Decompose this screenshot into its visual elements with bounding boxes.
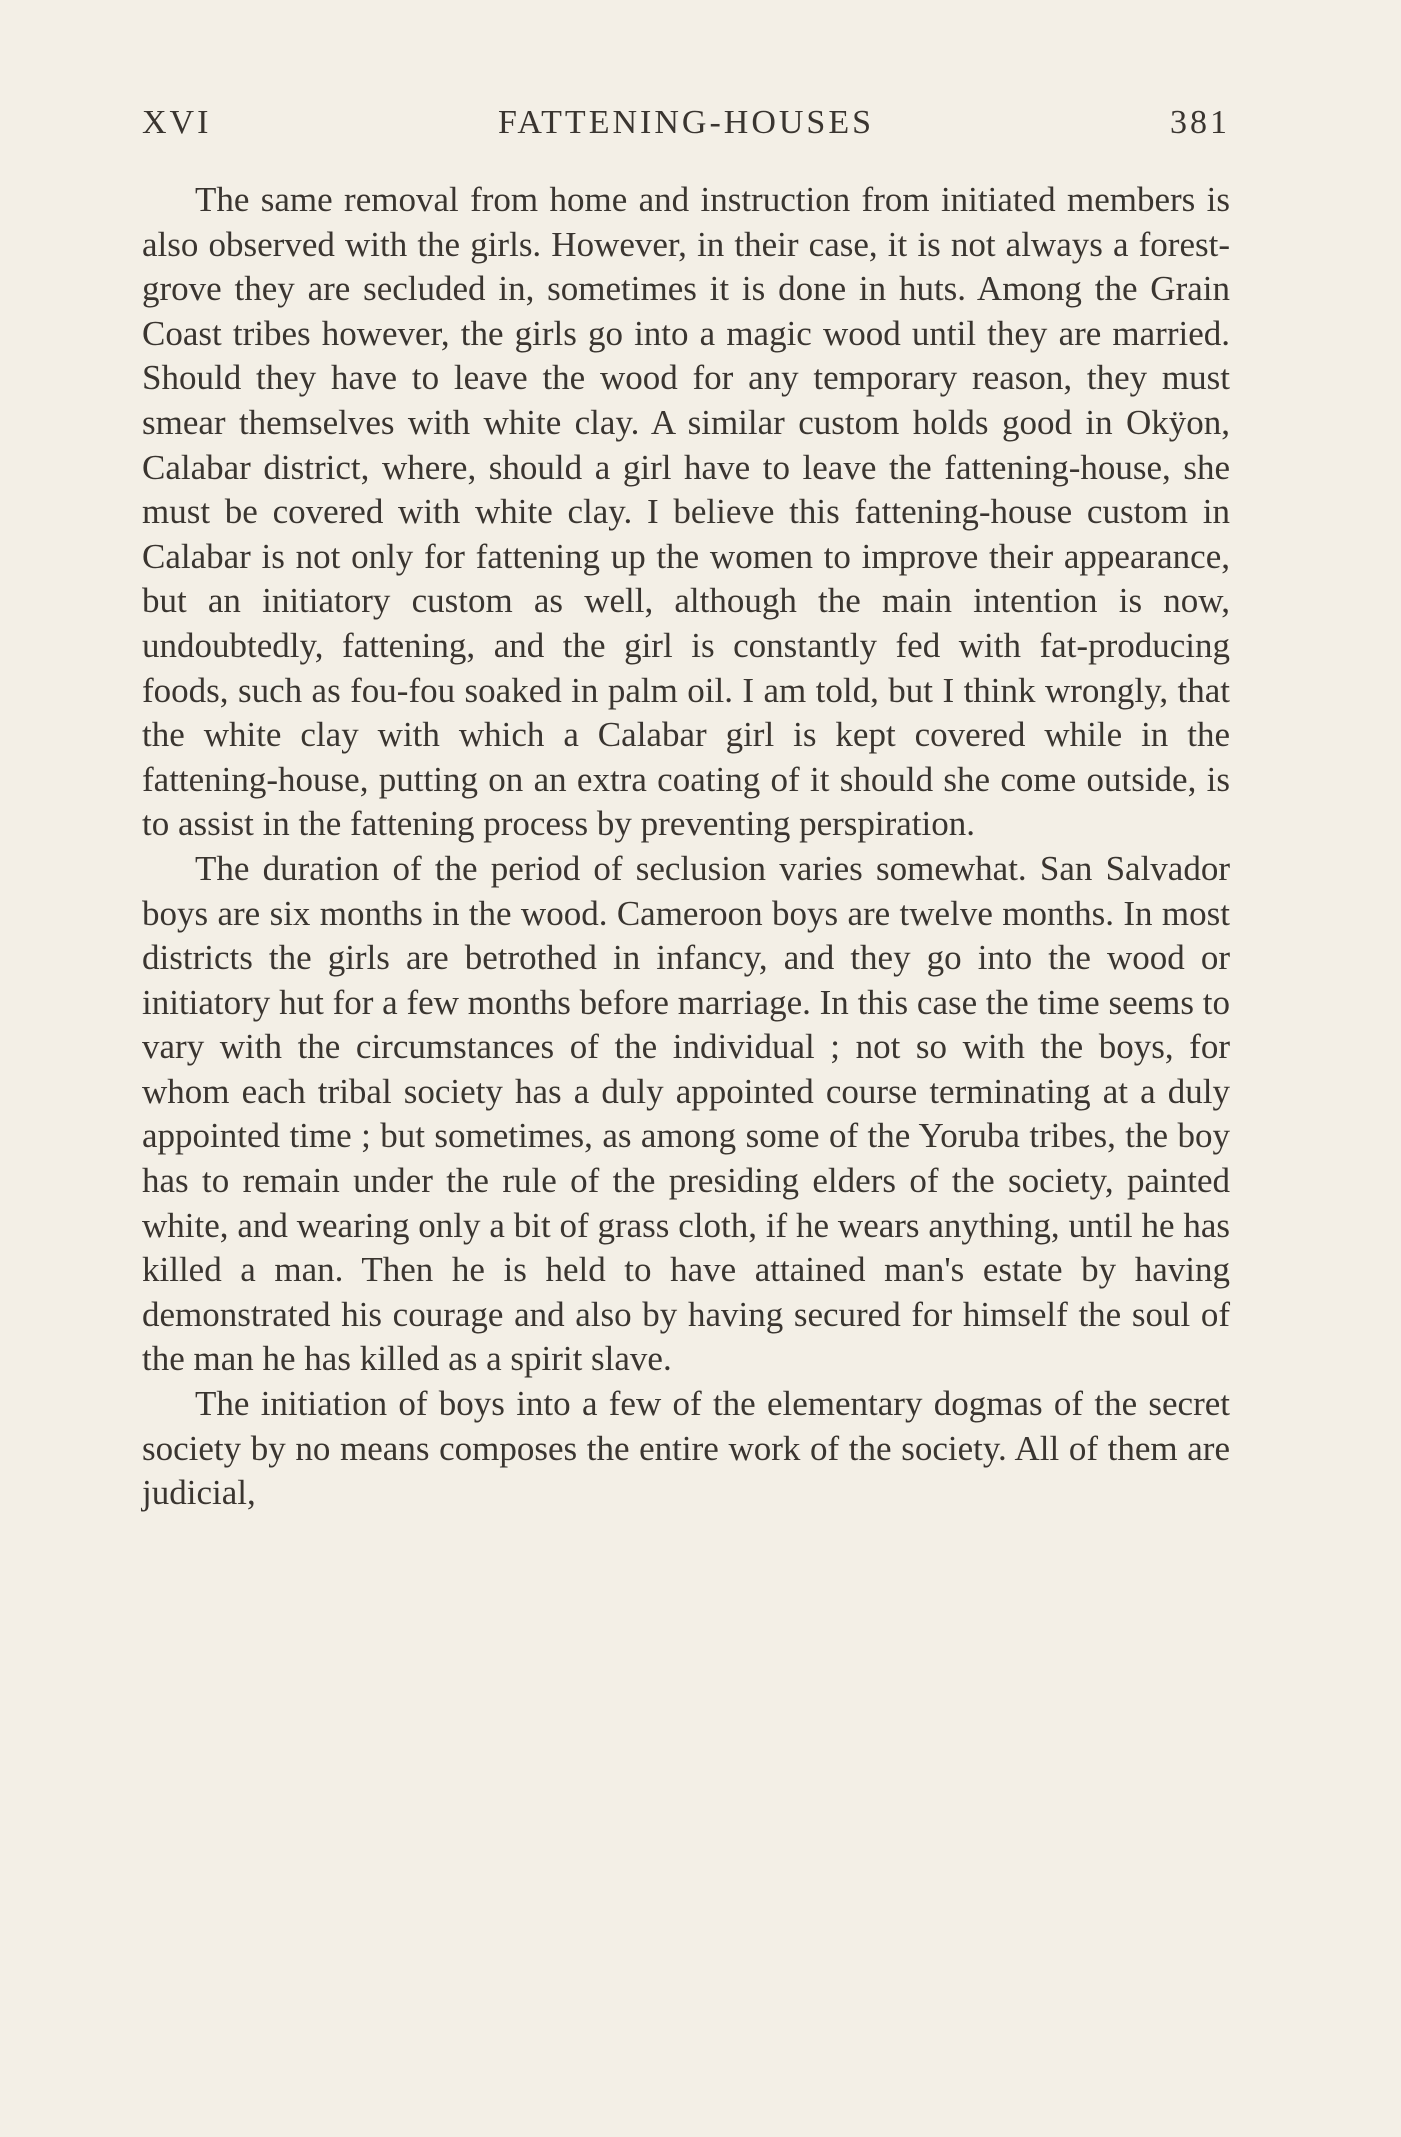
running-head	[142, 104, 1230, 154]
paragraph-initiation-of-boys: The initiation of boys into a few of the elementary dogmas of the secret society by no means composes the entire work of the society. All of them are judicial,	[142, 1384, 1230, 1513]
page-number: 381	[1170, 104, 1230, 141]
chapter-number: XVI	[142, 104, 212, 141]
running-title: FATTENING-HOUSES	[497, 104, 875, 141]
paragraph-girls-seclusion: The same removal from home and instruction from initiated members is also observed with the girls. However, in their case, it is not always a forest-grove they are secluded in, sometimes it is done in huts. Among the Grain Coast tribes however, the girls go into a magic wood until they are married. Should they have to leave the wood for any temporary reason, they must smear themselves with white clay. A similar custom holds good in Okÿon, Calabar district, where, should a girl have to leave the fattening-house, she must be covered with white clay. I believe this fattening-house custom in Calabar is not only for fattening up the women to improve their appearance, but an initiatory custom as well, although the main intention is now, undoubtedly, fattening, and the girl is constantly fed with fat-producing foods, such as fou-fou soaked in palm oil. I am told, but I think wrongly, that the white clay with which a Calabar girl is kept covered while in the fattening-house, putting on an extra coating of it should she come outside, is to assist in the fattening process by preventing perspiration.	[142, 180, 1230, 844]
body-text	[142, 178, 1230, 1516]
paragraph-duration-of-seclusion: The duration of the period of seclusion varies somewhat. San Salvador boys are six months in the wood. Cameroon boys are twelve months. In most districts the girls are betrothed in infancy, and they go into the wood or initiatory hut for a few months before marriage. In this case the time seems to vary with the circumstances of the individual ; not so with the boys, for whom each tribal society has a duly appointed course terminating at a duly appointed time ; but sometimes, as among some of the Yoruba tribes, the boy has to remain under the rule of the presiding elders of the society, painted white, and wearing only a bit of grass cloth, if he wears anything, until he has killed a man. Then he is held to have attained man's estate by having demonstrated his courage and also by having secured for himself the soul of the man he has killed as a spirit slave.	[142, 848, 1230, 1379]
